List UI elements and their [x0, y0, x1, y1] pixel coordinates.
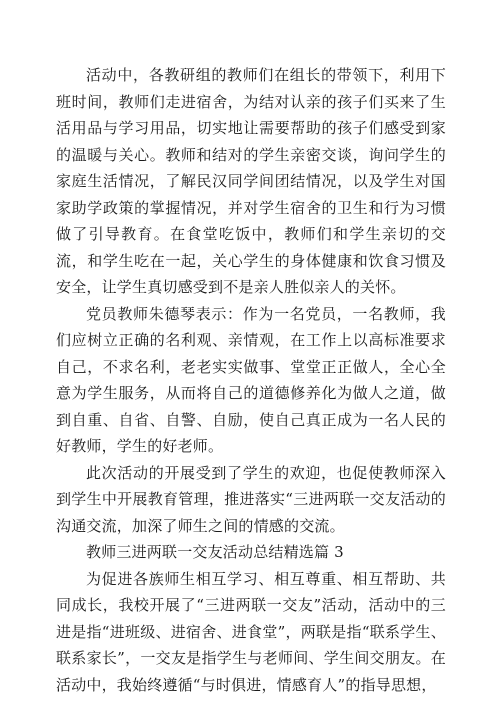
paragraph-section3-intro: 为促进各族师生相互学习、相互尊重、相互帮助、共同成长，我校开展了“三进两联一交友”活动，活动中的三进是指“进班级、进宿舍、进食堂”，两联是指“联系学生、联系家长”，一交友是指学生与老师间、学生间交朋友。在活动中，我始终遵循“与时俱进，情感育人”的指导思想， [56, 569, 446, 694]
paragraph-conclusion: 此次活动的开展受到了学生的欢迎，也促使教师深入到学生中开展教育管理，推进落实“三进两联一交友活动的沟通交流，加深了师生之间的情感的交流。 [56, 463, 446, 535]
section-heading: 教师三进两联一交友活动总结精选篇 3 [86, 543, 344, 561]
document-page [56, 62, 446, 698]
paragraph-activity: 活动中，各教研组的教师们在组长的带领下，利用下班时间，教师们走进宿舍，为结对认亲的孩子们买来了生活用品与学习用品，切实地让需要帮助的孩子们感受到家的温暖与关心。教师和结对的学生亲密交谈，询问学生的家庭生活情况，了解民汉同学间团结情况，以及学生对国家助学政策的掌握情况，并对学生宿舍的卫生和行为习惯做了引导教育。在食堂吃饭中，教师们和学生亲切的交流，和学生吃在一起，关心学生的身体健康和饮食习惯及安全，让学生真切感受到不是亲人胜似亲人的关怀。 [56, 66, 446, 296]
paragraph-party-teacher: 党员教师朱德琴表示：作为一名党员，一名教师，我们应树立正确的名利观、亲情观，在工作上以高标准要求自己，不求名利，老老实实做事、堂堂正正做人，全心全意为学生服务，从而将自己的道德修养化为做人之道，做到自重、自省、自警、自励，使自己真正成为一名人民的好教师，学生的好老师。 [56, 304, 446, 455]
